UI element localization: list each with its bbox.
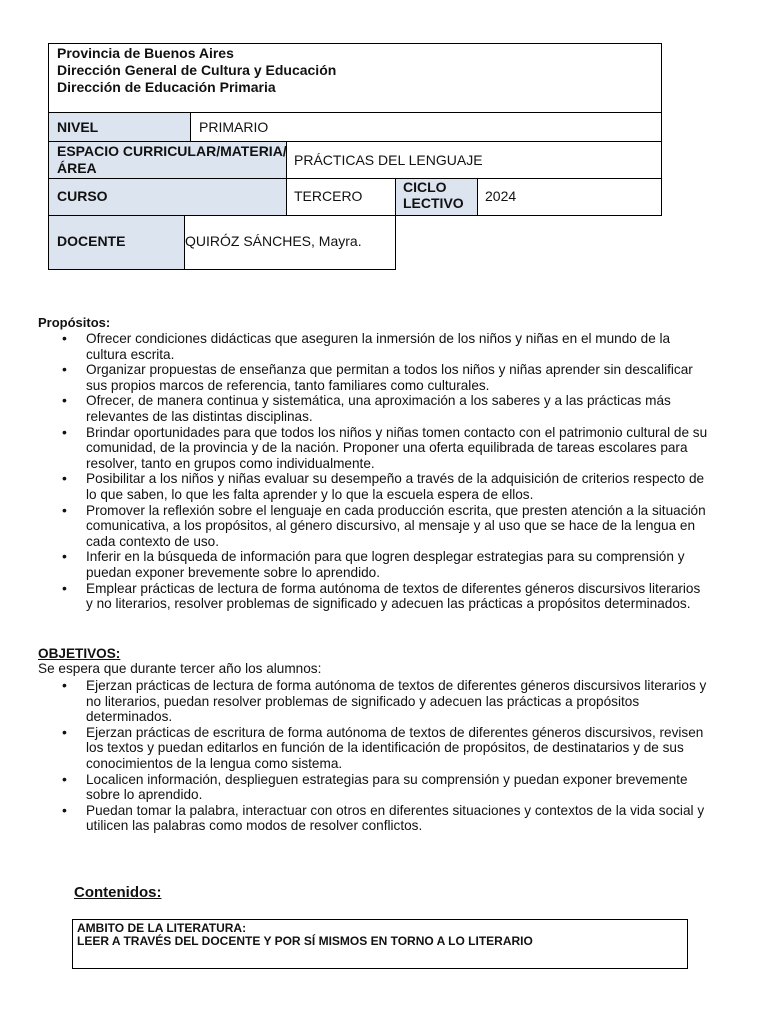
ciclo-label-cell: [395, 178, 478, 216]
list-item: • Ofrecer condiciones didácticas que aseguren la inmersión de los niños y niñas en el mundo de la cultura escrita.: [40, 331, 710, 362]
curso-value: TERCERO: [294, 188, 363, 204]
ciclo-value: 2024: [485, 188, 517, 204]
curso-value-cell: [286, 178, 396, 216]
objetivos-intro: Se espera que durante tercer año los alumnos:: [38, 661, 322, 676]
list-item: • Ofrecer, de manera continua y sistemática, una aproximación a los saberes y a las prácticas más relevantes de las distintas disciplinas.: [40, 393, 710, 424]
nivel-label-cell: [48, 112, 191, 142]
espacio-value-cell: [286, 141, 662, 179]
objetivos-title: OBJETIVOS:: [38, 646, 121, 661]
header-line-1: Provincia de Buenos Aires: [57, 45, 234, 61]
contenidos-box: [72, 919, 688, 969]
nivel-value: PRIMARIO: [199, 119, 269, 135]
list-item: • Ejerzan prácticas de lectura de forma autónoma de textos de diferentes géneros discursivos literarios y no literarios, puedan resolver problemas de significado y adecuen las prácticas a propósitos determinados.: [40, 678, 710, 725]
contenidos-title: Contenidos:: [74, 884, 162, 901]
list-item: • Emplear prácticas de lectura de forma autónoma de textos de diferentes géneros discursivos literarios y no literarios, resolver problemas de significado y adecuen las prácticas a propósitos determinados.: [40, 581, 710, 612]
espacio-label-cell: [48, 141, 287, 179]
ciclo-value-cell: [477, 178, 662, 216]
list-item: • Brindar oportunidades para que todos los niños y niñas tomen contacto con el patrimonio cultural de su comunidad, de la provincia y de la nación. Proponer una oferta equilibrada de tareas escolares para resolver, tanto en grupos como individualmente.: [40, 425, 710, 472]
docente-label-cell: [48, 215, 185, 270]
header-block: [48, 43, 662, 113]
list-item: • Promover la reflexión sobre el lenguaje en cada producción escrita, que presten atención a la situación comunicativa, a los propósitos, al género discursivo, al mensaje y al uso que se hace de la lengua en cada contexto de uso.: [40, 503, 710, 550]
header-line-2: Dirección General de Cultura y Educación: [57, 62, 337, 78]
espacio-value: PRÁCTICAS DEL LENGUAJE: [294, 152, 483, 168]
list-item: • Puedan tomar la palabra, interactuar con otros en diferentes situaciones y contextos de la vida social y utilicen las palabras como modos de resolver conflictos.: [40, 803, 710, 834]
contenidos-box-line-1: AMBITO DE LA LITERATURA:: [77, 921, 247, 935]
propositos-title: Propósitos:: [38, 315, 111, 330]
contenidos-box-line-2: LEER A TRAVÉS DEL DOCENTE Y POR SÍ MISMOS EN TORNO A LO LITERARIO: [77, 934, 533, 948]
list-item: • Localicen información, desplieguen estrategias para su comprensión y puedan exponer brevemente sobre lo aprendido.: [40, 772, 710, 803]
docente-value: QUIRÓZ SÁNCHES, Mayra.: [185, 233, 362, 249]
nivel-value-cell: [190, 112, 662, 142]
list-item: • Inferir en la búsqueda de información para que logren desplegar estrategias para su comprensión y puedan exponer brevemente sobre lo aprendido.: [40, 549, 710, 580]
header-line-3: Dirección de Educación Primaria: [57, 79, 276, 95]
curso-label-cell: [48, 178, 287, 216]
list-item: • Organizar propuestas de enseñanza que permitan a todos los niños y niñas aprender sin descalificar sus propios marcos de referencia, tanto familiares como culturales.: [40, 362, 710, 393]
list-item: • Posibilitar a los niños y niñas evaluar su desempeño a través de la adquisición de criterios respecto de lo que saben, lo que les falta aprender y lo que la escuela espera de ellos.: [40, 471, 710, 502]
espacio-label: ESPACIO CURRICULAR/MATERIA/ÁREA: [57, 143, 287, 176]
curso-label: CURSO: [57, 188, 108, 204]
list-item: • Ejerzan prácticas de escritura de forma autónoma de textos de diferentes géneros discursivos, revisen los textos y puedan editarlos en función de la identificación de propósitos, de destinatarios y de sus conocimientos de la lengua como sistema.: [40, 725, 710, 772]
ciclo-label: CICLO LECTIVO: [403, 179, 464, 211]
docente-value-cell: [184, 215, 396, 270]
objetivos-list: [40, 678, 710, 834]
propositos-list: [40, 331, 710, 612]
docente-label: DOCENTE: [57, 233, 126, 249]
nivel-label: NIVEL: [57, 119, 99, 135]
